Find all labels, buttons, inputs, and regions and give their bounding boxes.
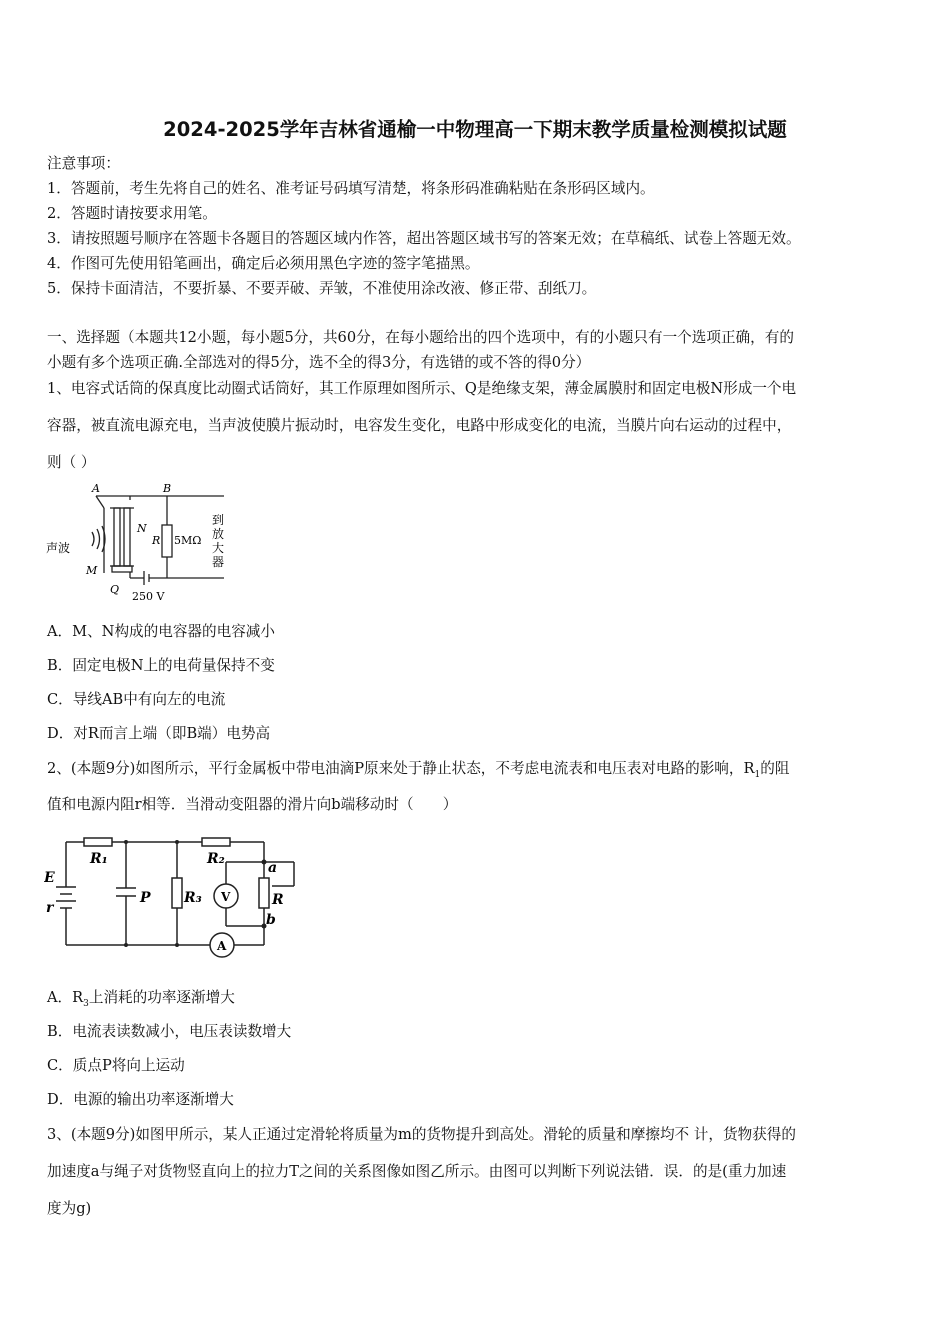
label-r3: R₃: [184, 890, 202, 906]
option-b[interactable]: B．固定电极N上的电荷量保持不变: [47, 657, 275, 674]
option-a[interactable]: [47, 986, 235, 1009]
notice-heading: 注意事项：: [47, 155, 120, 172]
option-d[interactable]: D．对R而言上端（即B端）电势高: [47, 725, 271, 742]
capacitor-microphone-figure: [44, 478, 234, 606]
output-label: 器: [212, 555, 225, 569]
label-p: P: [140, 890, 151, 906]
page-title: 2024-2025学年吉林省通榆一中物理高一下期末教学质量检测模拟试题: [163, 118, 787, 141]
option-b[interactable]: B．电流表读数减小，电压表读数增大: [47, 1023, 292, 1040]
section-intro-line: 一、选择题（本题共12小题，每小题5分，共60分，在每小题给出的四个选项中，有的小题只有一个选项正确，有的: [47, 329, 794, 346]
subscript: 1: [754, 769, 761, 780]
option-a[interactable]: A．M、N构成的电容器的电容减小: [47, 623, 275, 640]
option-text: 上消耗的功率逐渐增大: [88, 989, 235, 1006]
question-2-text: 2、(本题9分)如图所示，平行金属板中带电油滴P原来处于静止状态，不考虑电流表和电压表对电路的影响，R: [47, 760, 755, 777]
question-3-line: 加速度a与绳子对货物竖直向上的拉力T之间的关系图像如图乙所示。由图可以判断下列说法错．误．的是(重力加速: [47, 1163, 787, 1180]
question-3-line: 3、(本题9分)如图甲所示，某人正通过定滑轮将质量为m的货物提升到高处。滑轮的质量和摩擦均不 计，货物获得的: [47, 1126, 796, 1143]
label-r: R: [152, 534, 161, 547]
option-c[interactable]: C．导线AB中有向左的电流: [47, 691, 226, 708]
question-2-line: 值和电源内阻r相等．当滑动变阻器的滑片向b端移动时（ ）: [47, 796, 458, 813]
option-text: A．R: [47, 989, 84, 1006]
voltmeter-label: V: [221, 890, 231, 904]
label-a: A: [92, 482, 100, 495]
ammeter-label: A: [217, 939, 227, 953]
label-n: N: [137, 522, 147, 535]
option-d[interactable]: D．电源的输出功率逐渐增大: [47, 1091, 234, 1108]
label-m: M: [86, 564, 98, 577]
notice-item: 5．保持卡面清洁，不要折暴、不要弄破、弄皱，不准使用涂改液、修正带、刮纸刀。: [47, 280, 597, 297]
label-b: b: [266, 912, 276, 928]
question-2-line: [47, 757, 789, 780]
output-label: 到: [212, 513, 225, 527]
subscript: 3: [83, 998, 89, 1009]
question-2-text: 的阻: [760, 760, 790, 777]
label-r2: R₂: [207, 851, 225, 867]
sound-label: 声波: [46, 541, 71, 555]
notice-item: 1．答题前，考生先将自己的姓名、准考证号码填写清楚，将条形码准确粘贴在条形码区域内。: [47, 180, 655, 197]
question-1-line: 容器，被直流电源充电，当声波使膜片振动时，电容发生变化，电路中形成变化的电流，当膜片向右运动的过程中，: [47, 417, 792, 434]
label-internal-r: r: [46, 900, 54, 916]
label-a: a: [268, 860, 278, 876]
question-1-line: 则（ ）: [47, 454, 96, 471]
question-3-line: 度为g): [47, 1200, 92, 1217]
option-c[interactable]: C．质点P将向上运动: [47, 1057, 185, 1074]
notice-item: 4．作图可先使用铅笔画出，确定后必须用黑色字迹的签字笔描黑。: [47, 255, 480, 272]
notice-item: 2．答题时请按要求用笔。: [47, 205, 217, 222]
output-label: 放: [212, 527, 225, 541]
label-r1: R₁: [90, 851, 108, 867]
notice-item: 3．请按照题号顺序在答题卡各题目的答题区域内作答，超出答题区域书写的答案无效；在草稿纸、试卷上答题无效。: [47, 230, 801, 247]
output-label: 大: [212, 541, 225, 555]
label-r: R: [272, 892, 284, 908]
voltage-label: 250 V: [132, 590, 165, 603]
label-q: Q: [110, 583, 120, 596]
resistor-value: 5MΩ: [174, 534, 202, 547]
question-1-line: 1、电容式话筒的保真度比动圈式话筒好，其工作原理如图所示、Q是绝缘支架，薄金属膜肘和固定电极N形成一个电: [47, 380, 797, 397]
circuit-figure: [44, 832, 304, 960]
section-intro-line: 小题有多个选项正确.全部选对的得5分，选不全的得3分，有选错的或不答的得0分）: [47, 354, 591, 371]
label-b: B: [163, 482, 172, 495]
label-e: E: [44, 870, 55, 886]
